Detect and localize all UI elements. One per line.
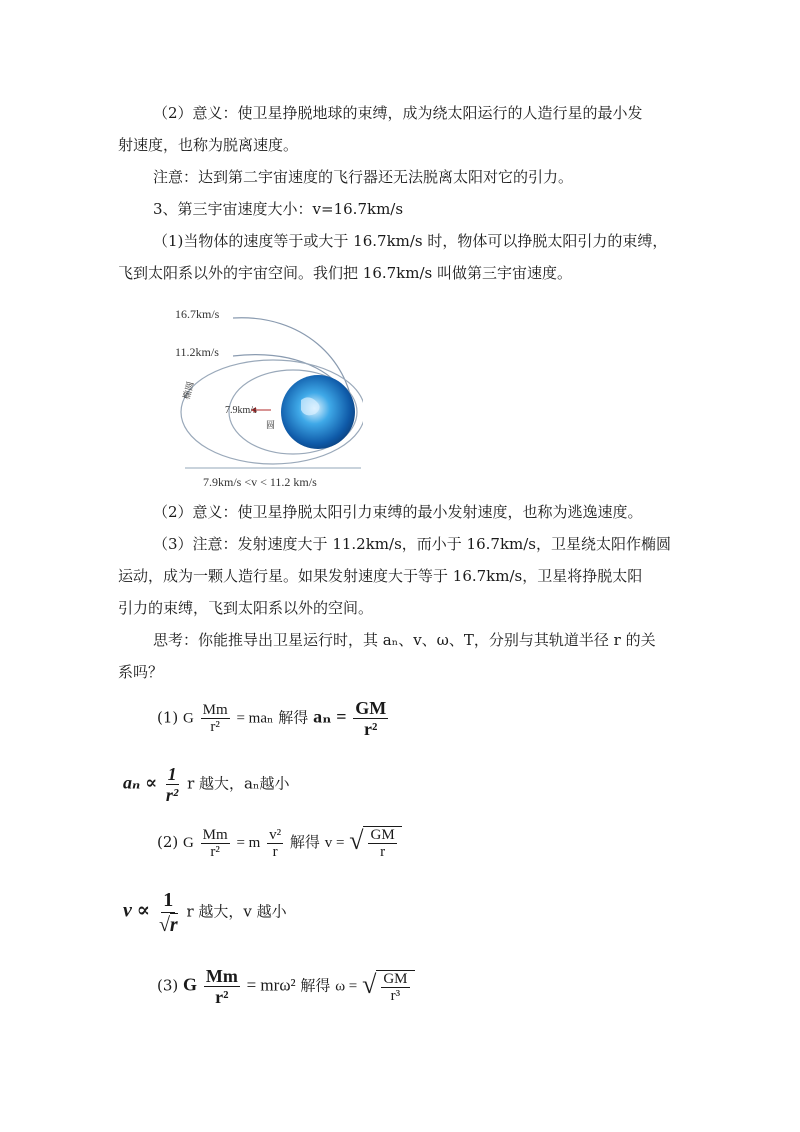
prop1-num: 1 [167, 764, 177, 784]
eq2-sqrt-den: r [380, 844, 386, 860]
proportion-2 [123, 888, 287, 937]
eq1-result-num: GM [355, 698, 387, 718]
paragraph-note3-line3: 引力的束缚，飞到太阳系以外的空间。 [118, 599, 374, 617]
eq2-number: (2) [157, 833, 179, 851]
eq2-solve: 解得 [289, 833, 320, 851]
eq3-sqrt-den: r³ [390, 987, 401, 1004]
prop2-num: 1 [163, 889, 174, 911]
eq1-frac-den: r² [210, 719, 220, 735]
eq3-sqrt-num: GM [383, 970, 408, 987]
eq1-rhs: = maₙ [236, 710, 274, 727]
paragraph-meaning-line2: 射速度，也称为脱离速度。 [118, 136, 299, 154]
prop1-text: r 越大，aₙ越小 [187, 774, 290, 793]
prop2-den: r [169, 914, 178, 936]
eq2-sqrt-num: GM [370, 827, 395, 843]
orbit-figure [163, 300, 363, 498]
prop2-symbol: ∝ [136, 899, 151, 922]
prop2-den-wrap [157, 913, 180, 937]
paragraph-escape-meaning: （2）意义：使卫星挣脱太阳引力束缚的最小发射速度，也称为逃逸速度。 [153, 503, 643, 521]
paragraph-think-line1: 思考：你能推导出卫星运行时，其 aₙ、v、ω、T，分别与其轨道半径 r 的关 [153, 631, 656, 649]
eq2-G: G [183, 835, 194, 851]
paragraph-third-line1: （1)当物体的速度等于或大于 16.7km/s 时，物体可以挣脱太阳引力的束缚， [153, 232, 668, 250]
label-circle: 圆 [266, 421, 276, 431]
paragraph-note3-line2: 运动，成为一颗人造行星。如果发射速度大于等于 16.7km/s，卫星将挣脱太阳 [118, 567, 643, 585]
eq1-G: G [183, 710, 194, 727]
equation-1 [157, 698, 390, 739]
eq1-result-frac [353, 698, 388, 739]
eq2-sqrt-frac [368, 827, 396, 860]
eq3-frac [204, 966, 240, 1007]
paragraph-note: 注意：达到第二宇宙速度的飞行器还无法脱离太阳对它的引力。 [153, 168, 574, 186]
prop1-frac [164, 764, 180, 805]
paragraph-note3-line1: （3）注意：发射速度大于 11.2km/s，而小于 16.7km/s，卫星绕太阳作椭圆 [153, 535, 672, 553]
earth-icon [281, 375, 355, 449]
eq1-eq-sign: = [336, 706, 347, 727]
label-11-2: 11.2km/s [175, 345, 219, 359]
prop1-symbol: ∝ [145, 772, 158, 793]
eq1-solve: 解得 [278, 708, 309, 727]
eq2-res-var: v = [324, 835, 345, 851]
orbit-diagram [163, 300, 363, 498]
label-16-7: 16.7km/s [175, 307, 220, 321]
label-ellipse: 椭圆 [182, 380, 197, 401]
proportion-1 [123, 764, 289, 805]
prop1-var: aₙ [123, 772, 141, 793]
paragraph-third-line2: 飞到太阳系以外的宇宙空间。我们把 16.7km/s 叫做第三宇宙速度。 [118, 264, 573, 282]
eq3-number: (3) [157, 976, 179, 995]
eq3-sqrt-frac [381, 971, 409, 1004]
paragraph-meaning-line1: （2）意义：使卫星挣脱地球的束缚，成为绕太阳运行的人造行星的最小发 [153, 104, 643, 122]
paragraph-third-cosmic-velocity: 3、第三宇宙速度大小：v=16.7km/s [153, 200, 404, 218]
eq2-frac2-num: v² [269, 826, 282, 843]
eq3-res-var: ω = [335, 978, 358, 995]
equation-2 [157, 826, 402, 860]
eq2-radical-icon: √ [349, 826, 364, 855]
eq3-frac-num: Mm [205, 966, 238, 986]
label-7-9: 7.9km/s [225, 405, 257, 416]
equation-3 [157, 966, 415, 1007]
eq1-frac-num: Mm [202, 702, 228, 718]
eq2-frac [201, 827, 230, 860]
eq3-rhs: = mrω² [246, 975, 296, 995]
eq2-sqrt [349, 826, 401, 860]
prop2-frac [157, 888, 180, 937]
eq1-lhs2: aₙ [313, 706, 332, 727]
eq3-radical-icon: √ [362, 969, 377, 999]
eq3-solve: 解得 [300, 976, 331, 995]
eq2-frac-den: r² [210, 843, 220, 860]
eq1-frac [201, 702, 230, 735]
eq2-frac2-den: r [272, 843, 278, 860]
eq1-result-den: r² [364, 719, 378, 739]
prop2-var: v [123, 899, 132, 922]
prop2-text: r 越大，v 越小 [186, 902, 287, 921]
eq3-sqrt [362, 970, 414, 1004]
eq2-eq-m: = m [236, 835, 261, 851]
prop1-den: r² [165, 785, 179, 805]
prop2-radical-icon: √ [158, 914, 170, 936]
eq3-G: G [183, 974, 198, 995]
eq2-frac2 [267, 827, 283, 860]
eq2-frac-num: Mm [202, 826, 228, 843]
paragraph-think-line2: 系吗？ [118, 663, 164, 681]
eq3-frac-den: r² [215, 987, 229, 1007]
figure-caption: 7.9km/s <v < 11.2 km/s [203, 475, 317, 489]
eq1-number: (1) [157, 708, 179, 727]
